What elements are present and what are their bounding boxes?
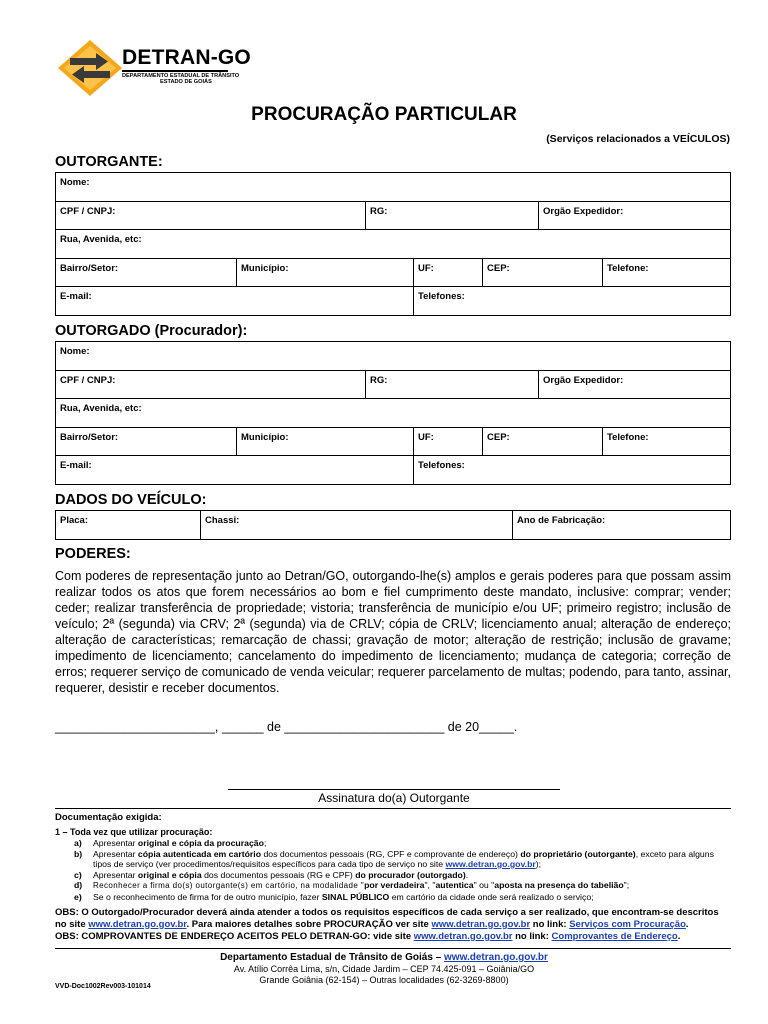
signature-line[interactable] bbox=[228, 789, 560, 790]
outorgante-cep-field[interactable]: CEP: bbox=[483, 259, 603, 286]
list-item: a) Apresentar original e cópia da procuração; bbox=[74, 838, 267, 848]
veiculo-form bbox=[55, 510, 731, 540]
outorgado-municipio-field[interactable]: Município: bbox=[237, 428, 414, 455]
footer-address: Av. Atílio Corrêa Lima, s/n, Cidade Jardim – CEP 74.425-091 – Goiânia/GO bbox=[233, 964, 535, 974]
footer-divider bbox=[55, 948, 731, 949]
brand-divider bbox=[122, 70, 228, 72]
document-code: VVD-Doc1002Rev003-101014 bbox=[55, 983, 151, 990]
list-item: e) Se o reconhecimento de firma for de outro município, fazer SINAL PÚBLICO em cartório da cidade onde será realizado o serviço; bbox=[74, 891, 594, 902]
outorgado-uf-field[interactable]: UF: bbox=[414, 428, 483, 455]
outorgante-rua-field[interactable]: Rua, Avenida, etc: bbox=[60, 234, 142, 245]
footer-title: Departamento Estadual de Trânsito de Goiás – www.detran.go.gov.br bbox=[220, 952, 548, 963]
outorgado-nome-field[interactable]: Nome: bbox=[60, 346, 90, 357]
outorgante-municipio-field[interactable]: Município: bbox=[237, 259, 414, 286]
signature-label: Assinatura do(a) Outorgante bbox=[318, 791, 470, 805]
outorgado-cep-field[interactable]: CEP: bbox=[483, 428, 603, 455]
detran-logo-icon bbox=[56, 38, 124, 98]
outorgado-cpf-field[interactable]: CPF / CNPJ: bbox=[56, 371, 366, 398]
poderes-heading: PODERES: bbox=[55, 546, 131, 562]
outorgado-bairro-field[interactable]: Bairro/Setor: bbox=[56, 428, 237, 455]
outorgante-bairro-field[interactable]: Bairro/Setor: bbox=[56, 259, 237, 286]
brand-state: ESTADO DE GOIÁS bbox=[160, 79, 212, 85]
page-subtitle: (Serviços relacionados a VEÍCULOS) bbox=[546, 133, 730, 145]
list-item: c) Apresentar original e cópia dos documentos pessoais (RG e CPF) do procurador (outorgado). bbox=[74, 869, 469, 880]
outorgado-email-field[interactable]: E-mail: bbox=[56, 456, 414, 484]
divider bbox=[55, 808, 731, 809]
outorgante-nome-field[interactable]: Nome: bbox=[60, 177, 90, 188]
outorgado-form bbox=[55, 341, 731, 485]
outorgante-email-field[interactable]: E-mail: bbox=[56, 287, 414, 315]
brand-subtitle: DEPARTAMENTO ESTADUAL DE TRÂNSITO bbox=[122, 73, 240, 79]
outorgante-cpf-field[interactable]: CPF / CNPJ: bbox=[56, 202, 366, 229]
veiculo-ano-field[interactable]: Ano de Fabricação: bbox=[517, 515, 606, 526]
outorgado-orgao-field[interactable]: Orgão Expedidor: bbox=[543, 375, 624, 386]
docs-heading: Documentação exigida: bbox=[55, 812, 162, 823]
detran-link[interactable]: www.detran.go.gov.br bbox=[88, 918, 187, 930]
footer-phones: Grande Goiânia (62-154) – Outras localidades (62-3269-8800) bbox=[259, 975, 509, 985]
obs-requisitos: OBS: O Outorgado/Procurador deverá ainda atender a todos os requisitos específicos de cada serviço a ser realizado, que encontram-se descritos no site www.detran.go.gov.br. Para maiores detalhes sobre PROCURAÇÃO ver site www.detran.go.gov.br no link: Serviços com Procuração. bbox=[55, 907, 719, 930]
outorgado-rua-field[interactable]: Rua, Avenida, etc: bbox=[60, 403, 142, 414]
detran-link[interactable]: www.detran.go.gov.br bbox=[413, 931, 513, 942]
servicos-procuracao-link[interactable]: Serviços com Procuração bbox=[569, 918, 686, 930]
outorgante-telefones-field[interactable]: Telefones: bbox=[418, 291, 465, 302]
veiculo-placa-field[interactable]: Placa: bbox=[56, 511, 201, 539]
detran-link[interactable]: www.detran.go.gov.br bbox=[444, 952, 548, 963]
outorgante-heading: OUTORGANTE: bbox=[55, 154, 163, 170]
docs-item-1: 1 – Toda vez que utilizar procuração: bbox=[55, 827, 213, 837]
comprovantes-endereco-link[interactable]: Comprovantes de Endereço bbox=[551, 931, 678, 942]
brand-name: DETRAN-GO bbox=[122, 46, 251, 69]
outorgado-telefone-field[interactable]: Telefone: bbox=[607, 432, 649, 443]
veiculo-chassi-field[interactable]: Chassi: bbox=[201, 511, 513, 539]
list-item: d) Reconhecer a firma do(s) outorgante(s) em cartório, na modalidade "por verdadeira", "autentica" ou "aposta na presença do tabelião"; bbox=[74, 880, 630, 890]
docs-list bbox=[55, 838, 731, 902]
outorgante-uf-field[interactable]: UF: bbox=[414, 259, 483, 286]
outorgado-rg-field[interactable]: RG: bbox=[366, 371, 539, 398]
outorgante-rg-field[interactable]: RG: bbox=[366, 202, 539, 229]
outorgante-form bbox=[55, 172, 731, 316]
outorgante-telefone-field[interactable]: Telefone: bbox=[607, 263, 649, 274]
date-line[interactable]: _______________________, ______ de _______________________ de 20_____. bbox=[55, 720, 518, 734]
outorgado-telefones-field[interactable]: Telefones: bbox=[418, 460, 465, 471]
poderes-text: Com poderes de representação junto ao Detran/GO, outorgando-lhe(s) amplos e gerais poderes para que possam assim realizar todos os atos que forem necessários ao bom e fiel cumprimento deste mandato, inclusive: comprar; vender; ceder; realizar transferência de propriedade; vistoria; transferência de município e/ou UF; primeiro registro; inclusão de veículo; 2ª (segunda) via CRV; 2ª (segunda) via de CRLV; cópia de CRLV; licenciamento anual; alteração de endereço; alteração de características; remarcação de chassi; gravação de motor; alteração de restrição; inclusão de gravame; impedimento de licenciamento; cancelamento do impedimento de licenciamento; mudança de categoria; correção de erros; requerer serviço de comunicado de venda veicular; requerer parcelamento de multas; podendo, para tanto, assinar, requerer, desistir e receber documentos. bbox=[55, 569, 731, 695]
page-title: PROCURAÇÃO PARTICULAR bbox=[251, 104, 517, 125]
outorgado-heading: OUTORGADO (Procurador): bbox=[55, 323, 248, 339]
detran-link[interactable]: www.detran.go.gov.br bbox=[431, 918, 531, 930]
outorgante-orgao-field[interactable]: Orgão Expedidor: bbox=[543, 206, 624, 217]
veiculo-heading: DADOS DO VEÍCULO: bbox=[55, 492, 207, 508]
list-item: b) Apresentar cópia autenticada em cartório dos documentos pessoais (RG, CPF e comprovante de endereço) do proprietário (outorgante), exceto para alguns tipos de serviço (ver procedimentos/requisitos específicos para cada tipo de serviço no site www.detran.go.gov.br); bbox=[74, 848, 714, 869]
detran-link[interactable]: www.detran.go.gov.br bbox=[445, 859, 536, 869]
obs-comprovantes: OBS: COMPROVANTES DE ENDEREÇO ACEITOS PELO DETRAN-GO: vide site www.detran.go.gov.br no link: Comprovantes de Endereço. bbox=[55, 931, 681, 942]
